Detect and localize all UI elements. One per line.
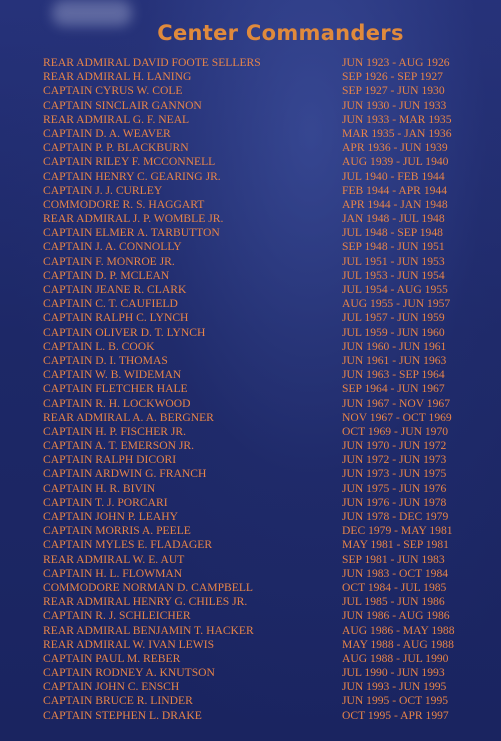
commander-name: CAPTAIN FLETCHER HALE bbox=[43, 382, 188, 396]
commander-name: CAPTAIN PAUL M. REBER bbox=[43, 651, 181, 665]
commanders-list bbox=[0, 56, 501, 723]
commander-name: COMMODORE R. S. HAGGART bbox=[43, 197, 205, 211]
commander-row bbox=[0, 666, 501, 680]
commander-name: CAPTAIN L. B. COOK bbox=[43, 339, 155, 353]
commander-row bbox=[0, 184, 501, 198]
command-dates: JUN 1930 - JUN 1933 bbox=[342, 98, 447, 112]
commander-row bbox=[0, 397, 501, 411]
commander-row bbox=[0, 595, 501, 609]
command-dates: APR 1936 - JUN 1939 bbox=[342, 141, 448, 155]
commander-name: CAPTAIN BRUCE R. LINDER bbox=[43, 694, 193, 708]
command-dates: OCT 1984 - JUL 1985 bbox=[342, 580, 447, 594]
commander-row bbox=[0, 453, 501, 467]
commander-row bbox=[0, 297, 501, 311]
command-dates: JUN 1983 - OCT 1984 bbox=[342, 566, 449, 580]
commander-name: CAPTAIN D. I. THOMAS bbox=[43, 353, 168, 367]
commander-name: REAR ADMIRAL BENJAMIN T. HACKER bbox=[43, 623, 254, 637]
command-dates: JUL 1940 - FEB 1944 bbox=[342, 169, 445, 183]
commander-name: REAR ADMIRAL W. IVAN LEWIS bbox=[43, 637, 215, 651]
commander-row bbox=[0, 226, 501, 240]
commander-row bbox=[0, 609, 501, 623]
command-dates: JUN 1967 - NOV 1967 bbox=[342, 396, 450, 410]
commander-name: REAR ADMIRAL G. F. NEAL bbox=[43, 112, 190, 126]
command-dates: APR 1944 - JAN 1948 bbox=[342, 197, 448, 211]
commander-row bbox=[0, 141, 501, 155]
commander-name: CAPTAIN W. B. WIDEMAN bbox=[43, 368, 182, 382]
command-dates: JUN 1963 - SEP 1964 bbox=[342, 368, 445, 382]
command-dates: JUL 1990 - JUN 1993 bbox=[342, 666, 445, 680]
command-dates: JUN 1993 - JUN 1995 bbox=[342, 680, 447, 694]
command-dates: SEP 1948 - JUN 1951 bbox=[342, 240, 445, 254]
command-dates: DEC 1979 - MAY 1981 bbox=[342, 524, 453, 538]
command-dates: JUN 1978 - DEC 1979 bbox=[342, 510, 449, 523]
command-dates: SEP 1964 - JUN 1967 bbox=[342, 382, 445, 396]
commander-row bbox=[0, 425, 501, 439]
commander-row bbox=[0, 496, 501, 510]
commander-name: CAPTAIN H. R. BIVIN bbox=[43, 481, 156, 495]
commander-name: CAPTAIN ARDWIN G. FRANCH bbox=[43, 467, 207, 481]
commander-row bbox=[0, 56, 501, 70]
commander-name: CAPTAIN STEPHEN L. DRAKE bbox=[43, 708, 202, 722]
commander-name: CAPTAIN T. J. PORCARI bbox=[43, 495, 168, 509]
commander-row bbox=[0, 624, 501, 638]
command-dates: JUN 1960 - JUN 1961 bbox=[342, 339, 447, 353]
command-dates: JUL 1953 - JUN 1954 bbox=[342, 268, 445, 282]
commander-row bbox=[0, 70, 501, 84]
command-dates: JUN 1923 - AUG 1926 bbox=[342, 56, 450, 69]
commander-row bbox=[0, 212, 501, 226]
commander-name: CAPTAIN RALPH DICORI bbox=[43, 453, 177, 467]
command-dates: JUN 1986 - AUG 1986 bbox=[342, 609, 450, 623]
commander-row bbox=[0, 482, 501, 496]
commander-name: CAPTAIN JOHN P. LEAHY bbox=[43, 510, 178, 523]
command-dates: JUL 1957 - JUN 1959 bbox=[342, 311, 445, 325]
command-dates: JUL 1959 - JUN 1960 bbox=[342, 325, 445, 339]
commander-row bbox=[0, 524, 501, 538]
commander-row bbox=[0, 382, 501, 396]
command-dates: JUN 1961 - JUN 1963 bbox=[342, 353, 447, 367]
commander-row bbox=[0, 255, 501, 269]
commander-name: CAPTAIN H. P. FISCHER JR. bbox=[43, 424, 187, 438]
commander-name: REAR ADMIRAL DAVID FOOTE SELLERS bbox=[43, 56, 261, 69]
commander-row bbox=[0, 694, 501, 708]
command-dates: MAY 1988 - AUG 1988 bbox=[342, 637, 454, 651]
command-dates: AUG 1955 - JUN 1957 bbox=[342, 297, 451, 311]
command-dates: JUN 1973 - JUN 1975 bbox=[342, 467, 447, 481]
commander-name: CAPTAIN MORRIS A. PEELE bbox=[43, 524, 191, 538]
commander-row bbox=[0, 84, 501, 98]
command-dates: OCT 1969 - JUN 1970 bbox=[342, 424, 449, 438]
commander-row bbox=[0, 680, 501, 694]
command-dates: JUN 1995 - OCT 1995 bbox=[342, 694, 449, 708]
commander-name: CAPTAIN R. H. LOCKWOOD bbox=[43, 396, 191, 410]
commander-name: CAPTAIN C. T. CAUFIELD bbox=[43, 297, 178, 311]
commander-name: CAPTAIN SINCLAIR GANNON bbox=[43, 98, 202, 112]
commander-row bbox=[0, 240, 501, 254]
commander-name: REAR ADMIRAL A. A. BERGNER bbox=[43, 410, 214, 424]
commander-name: CAPTAIN J. A. CONNOLLY bbox=[43, 240, 182, 254]
command-dates: SEP 1927 - JUN 1930 bbox=[342, 84, 445, 98]
commander-row bbox=[0, 326, 501, 340]
command-dates: AUG 1986 - MAY 1988 bbox=[342, 623, 455, 637]
commander-row bbox=[0, 439, 501, 453]
commander-row bbox=[0, 113, 501, 127]
commander-name: CAPTAIN ELMER A. TARBUTTON bbox=[43, 226, 220, 240]
command-dates: JUN 1975 - JUN 1976 bbox=[342, 481, 447, 495]
commander-name: CAPTAIN RODNEY A. KNUTSON bbox=[43, 666, 215, 680]
commander-name: REAR ADMIRAL HENRY G. CHILES JR. bbox=[43, 595, 248, 609]
commander-name: CAPTAIN JOHN C. ENSCH bbox=[43, 680, 180, 694]
command-dates: JUN 1972 - JUN 1973 bbox=[342, 453, 447, 467]
command-dates: JUN 1970 - JUN 1972 bbox=[342, 439, 447, 453]
commander-row bbox=[0, 652, 501, 666]
commander-name: CAPTAIN HENRY C. GEARING JR. bbox=[43, 169, 221, 183]
commander-row bbox=[0, 510, 501, 524]
commander-row bbox=[0, 99, 501, 113]
commander-row bbox=[0, 467, 501, 481]
command-dates: MAR 1935 - JAN 1936 bbox=[342, 126, 452, 140]
commander-row bbox=[0, 553, 501, 567]
command-dates: JUL 1951 - JUN 1953 bbox=[342, 254, 445, 268]
commander-name: REAR ADMIRAL J. P. WOMBLE JR. bbox=[43, 212, 224, 226]
commander-row bbox=[0, 127, 501, 141]
plaque-title: Center Commanders bbox=[157, 21, 404, 45]
commander-name: REAR ADMIRAL H. LANING bbox=[43, 70, 192, 84]
commander-name: CAPTAIN P. P. BLACKBURN bbox=[43, 141, 189, 155]
commander-row bbox=[0, 283, 501, 297]
commander-row bbox=[0, 170, 501, 184]
commander-name: CAPTAIN JEANE R. CLARK bbox=[43, 283, 187, 296]
commander-name: COMMODORE NORMAN D. CAMPBELL bbox=[43, 580, 253, 594]
commander-row bbox=[0, 567, 501, 581]
command-dates: AUG 1988 - JUL 1990 bbox=[342, 651, 449, 665]
commander-name: REAR ADMIRAL W. E. AUT bbox=[43, 552, 185, 566]
command-dates: JUL 1948 - SEP 1948 bbox=[342, 226, 443, 240]
commander-name: CAPTAIN A. T. EMERSON JR. bbox=[43, 439, 194, 453]
command-dates: JUL 1954 - AUG 1955 bbox=[342, 283, 448, 296]
commander-row bbox=[0, 269, 501, 283]
commander-name: CAPTAIN OLIVER D. T. LYNCH bbox=[43, 325, 206, 339]
commander-name: CAPTAIN RILEY F. MCCONNELL bbox=[43, 155, 216, 169]
command-dates: AUG 1939 - JUL 1940 bbox=[342, 155, 449, 169]
commander-name: CAPTAIN MYLES E. FLADAGER bbox=[43, 538, 213, 552]
commander-name: CAPTAIN H. L. FLOWMAN bbox=[43, 566, 183, 580]
command-dates: JUL 1985 - JUN 1986 bbox=[342, 595, 445, 609]
commander-row bbox=[0, 340, 501, 354]
command-dates: JUN 1933 - MAR 1935 bbox=[342, 112, 452, 126]
command-dates: JUN 1976 - JUN 1978 bbox=[342, 495, 447, 509]
command-dates: JAN 1948 - JUL 1948 bbox=[342, 212, 445, 226]
commander-row bbox=[0, 155, 501, 169]
commander-row bbox=[0, 709, 501, 723]
command-dates: SEP 1981 - JUN 1983 bbox=[342, 552, 445, 566]
commander-name: CAPTAIN CYRUS W. COLE bbox=[43, 84, 183, 98]
command-dates: FEB 1944 - APR 1944 bbox=[342, 183, 448, 197]
commander-row bbox=[0, 368, 501, 382]
commander-row bbox=[0, 311, 501, 325]
commander-name: CAPTAIN R. J. SCHLEICHER bbox=[43, 609, 191, 623]
commander-row bbox=[0, 581, 501, 595]
commander-name: CAPTAIN D. A. WEAVER bbox=[43, 126, 171, 140]
commander-row bbox=[0, 411, 501, 425]
commander-name: CAPTAIN J. J. CURLEY bbox=[43, 183, 163, 197]
command-dates: OCT 1995 - APR 1997 bbox=[342, 708, 449, 722]
command-dates: MAY 1981 - SEP 1981 bbox=[342, 538, 449, 552]
commander-row bbox=[0, 354, 501, 368]
commander-row bbox=[0, 198, 501, 212]
command-dates: NOV 1967 - OCT 1969 bbox=[342, 410, 452, 424]
commander-row bbox=[0, 538, 501, 552]
commander-name: CAPTAIN RALPH C. LYNCH bbox=[43, 311, 189, 325]
commander-row bbox=[0, 638, 501, 652]
commander-name: CAPTAIN F. MONROE JR. bbox=[43, 254, 175, 268]
command-dates: SEP 1926 - SEP 1927 bbox=[342, 70, 443, 84]
commander-name: CAPTAIN D. P. MCLEAN bbox=[43, 268, 170, 282]
